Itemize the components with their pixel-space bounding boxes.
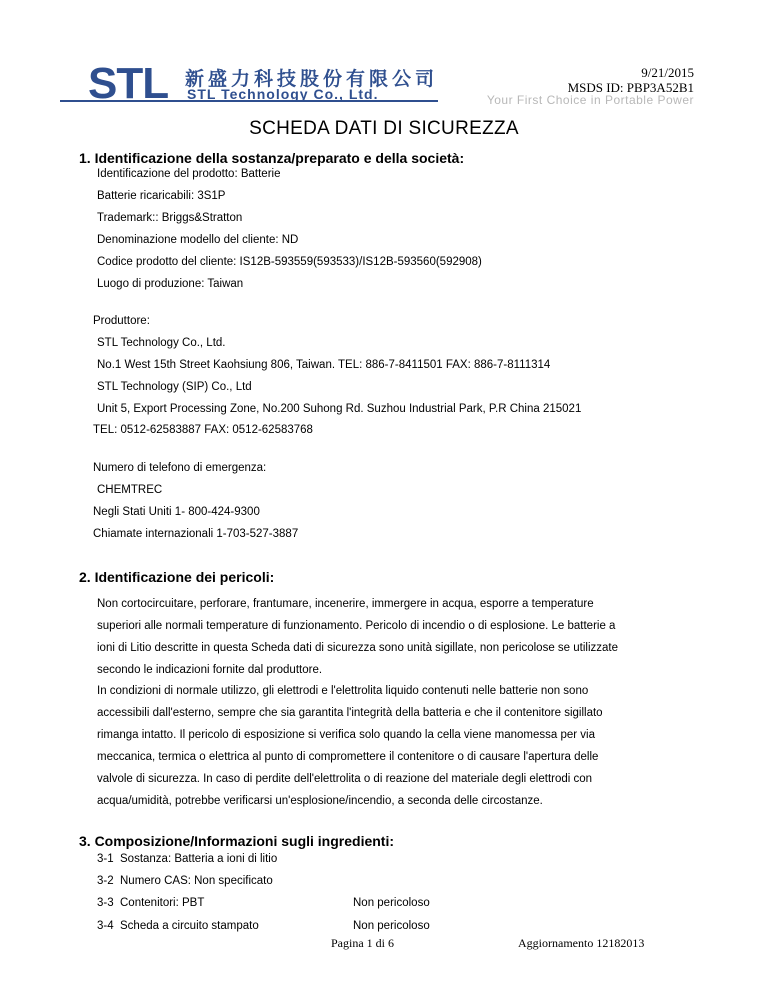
ingredient-classification: Non pericoloso — [353, 897, 430, 909]
ingredient-label: Scheda a circuito stampato — [120, 920, 259, 932]
emergency-line: Chiamate internazionali 1-703-527-3887 — [93, 528, 299, 540]
hazard-line: acqua/umidità, potrebbe verificarsi un'esplosione/incendio, a seconda delle circostanze. — [97, 795, 543, 807]
logo-stl: STL — [88, 59, 169, 108]
page-number: Pagina 1 di 6 — [331, 936, 394, 950]
product-id-line: Identificazione del prodotto: Batterie — [97, 168, 281, 180]
hazard-line: Non cortocircuitare, perforare, frantumare, incenerire, immergere in acqua, esporre a temperature — [97, 598, 594, 610]
ingredient-number: 3-4 — [97, 920, 114, 932]
hazard-line: secondo le indicazioni fornite dal produttore. — [97, 664, 323, 676]
emergency-line: CHEMTREC — [97, 484, 163, 496]
ingredient-classification: Non pericoloso — [353, 920, 430, 932]
producer-line: No.1 West 15th Street Kaohsiung 806, Taiwan. TEL: 886-7-8411501 FAX: 886-7-8111314 — [97, 359, 551, 371]
hazard-line: valvole di sicurezza. In caso di perdite dell'elettrolita o di reazione del materiale degli elettrodi con — [97, 773, 593, 785]
emergency-label: Numero di telefono di emergenza: — [93, 462, 267, 474]
revision-number: Aggiornamento 12182013 — [518, 936, 645, 950]
producer-tel: TEL: 0512-62583887 FAX: 0512-62583768 — [93, 424, 313, 436]
ingredient-number: 3-2 — [97, 875, 114, 887]
section-3-heading: 3. Composizione/Informazioni sugli ingredienti: — [79, 833, 395, 849]
ingredient-label: Sostanza: Batteria a ioni di litio — [120, 853, 278, 865]
company-name-english: STL Technology Co., Ltd. — [187, 86, 379, 102]
hazard-line: superiori alle normali temperature di funzionamento. Pericolo di incendio o di esplosione. Le batterie a — [97, 620, 616, 632]
producer-label: Produttore: — [93, 315, 150, 327]
rechargeable-line: Batterie ricaricabili: 3S1P — [97, 190, 226, 202]
hazard-line: In condizioni di normale utilizzo, gli elettrodi e l'elettrolita liquido contenuti nelle batterie non sono — [97, 685, 589, 697]
msds-id: MSDS ID: PBP3A52B1 — [567, 80, 694, 95]
hazard-line: ioni di Litio descritte in questa Scheda dati di sicurezza sono unità sigillate, non pericolose se utilizzate — [97, 642, 618, 654]
ingredient-number: 3-1 — [97, 853, 114, 865]
company-name-chinese: 新盛力科技股份有限公司 — [185, 68, 439, 90]
company-tagline: Your First Choice in Portable Power — [486, 93, 694, 107]
header-divider — [60, 100, 438, 102]
production-place-line: Luogo di produzione: Taiwan — [97, 278, 244, 290]
emergency-line: Negli Stati Uniti 1- 800-424-9300 — [93, 506, 260, 518]
producer-line: STL Technology Co., Ltd. — [97, 337, 226, 349]
customer-model-line: Denominazione modello del cliente: ND — [97, 234, 299, 246]
section-1-heading: 1. Identificazione della sostanza/preparato e della società: — [79, 150, 465, 166]
ingredient-number: 3-3 — [97, 897, 114, 909]
hazard-line: rimanga intatto. Il pericolo di esposizione si verifica solo quando la cella viene manomessa per via — [97, 729, 595, 741]
customer-code-line: Codice prodotto del cliente: IS12B-593559(593533)/IS12B-593560(592908) — [97, 256, 482, 268]
trademark-line: Trademark:: Briggs&Stratton — [97, 212, 243, 224]
section-2-heading: 2. Identificazione dei pericoli: — [79, 569, 275, 585]
hazard-line: accessibili dall'esterno, sempre che sia garantita l'integrità della batteria e che il contenitore sigillato — [97, 707, 603, 719]
document-date: 9/21/2015 — [641, 65, 694, 80]
producer-line: Unit 5, Export Processing Zone, No.200 Suhong Rd. Suzhou Industrial Park, P.R China 215021 — [97, 403, 582, 415]
ingredient-label: Contenitori: PBT — [120, 897, 205, 909]
hazard-line: meccanica, termica o elettrica al punto di compromettere il contenitore o di causare l'apertura delle — [97, 751, 599, 763]
document-title: SCHEDA DATI DI SICUREZZA — [249, 118, 519, 139]
producer-line: STL Technology (SIP) Co., Ltd — [97, 381, 252, 393]
ingredient-label: Numero CAS: Non specificato — [120, 875, 273, 887]
